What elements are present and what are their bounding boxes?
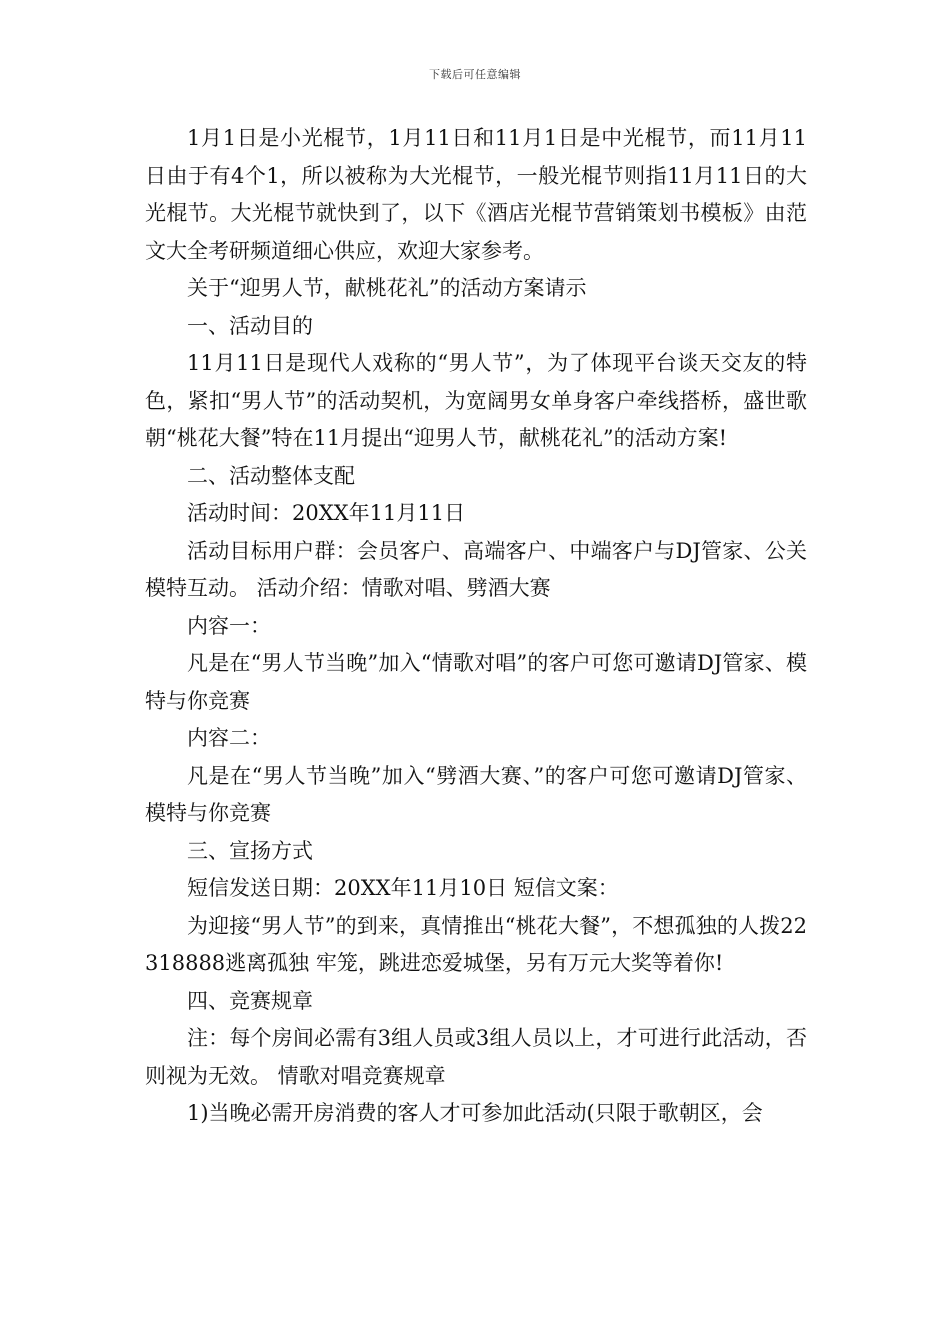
content-two-label: 内容二： [187,726,271,750]
intro-paragraph: 1月1日是小光棍节，1月11日和11月1日是中光棍节，而11月11日由于有4个1，所以被称为大光棍节，一般光棍节则指11月11日的大光棍节。大光棍节就快到了，以下《酒店光棍节营销策划书模板》由范文大全考研频道细心供应，欢迎大家参考。 [145,126,807,263]
page-header-note: 下载后可任意编辑 [429,68,521,81]
event-time: 活动时间：20XX年11月11日 [187,501,466,525]
target-users-paragraph: 活动目标用户群：会员客户、高端客户、中端客户与DJ管家、公关模特互动。 活动介绍：情歌对唱、劈酒大赛 [145,538,807,600]
sms-copy-paragraph: 为迎接“男人节”的到来，真情推出“桃花大餐”，不想孤独的人拨22318888逃离孤独 牢笼，跳进恋爱城堡，另有万元大奖等着你! [145,913,807,975]
purpose-paragraph: 11月11日是现代人戏称的“男人节”，为了体现平台谈天交友的特色，紧扣“男人节”的活动契机，为宽阔男女单身客户牵线搭桥，盛世歌朝“桃花大餐”特在11月提出“迎男人节，献桃花礼”的活动方案! [145,351,807,450]
rules-note-paragraph: 注：每个房间必需有3组人员或3组人员以上，才可进行此活动，否则视为无效。 情歌对唱竞赛规章 [145,1026,807,1088]
section-heading-arrangement: 二、活动整体支配 [187,463,355,488]
content-one-paragraph: 凡是在“男人节当晚”加入“情歌对唱”的客户可您可邀请DJ管家、模特与你竞赛 [145,651,807,713]
section-heading-rules: 四、竞赛规章 [187,988,313,1013]
rule-item-1: 1)当晚必需开房消费的客人才可参加此活动(只限于歌朝区，会 [187,1101,763,1125]
content-one-label: 内容一： [187,613,271,638]
section-heading-purpose: 一、活动目的 [187,313,313,338]
document-body [145,120,807,1133]
section-heading-promotion: 三、宣扬方式 [187,838,313,863]
sms-date: 短信发送日期：20XX年11月10日 短信文案： [187,876,619,900]
proposal-title: 关于“迎男人节，献桃花礼”的活动方案请示 [187,276,587,300]
content-two-paragraph: 凡是在“男人节当晚”加入“劈酒大赛、”的客户可您可邀请DJ管家、模特与你竞赛 [145,763,807,825]
